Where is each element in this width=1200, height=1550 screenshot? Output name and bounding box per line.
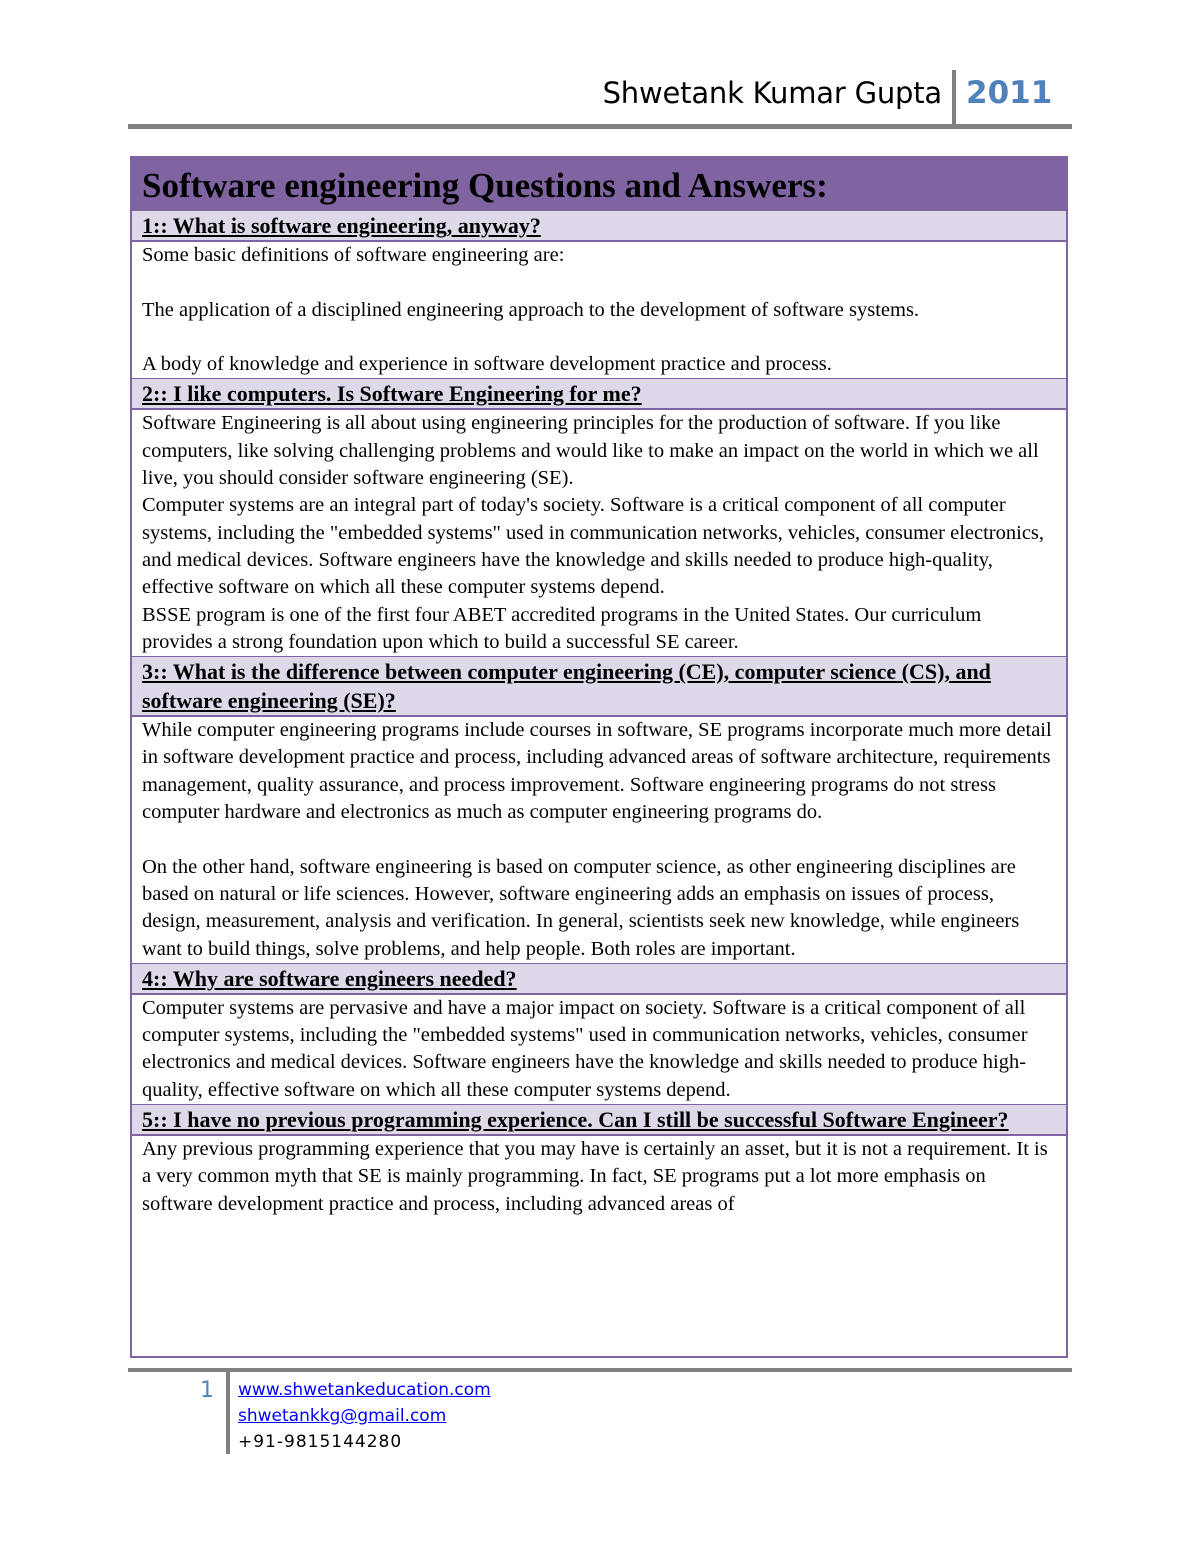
page-number: 1 bbox=[200, 1378, 214, 1403]
footer-rule bbox=[128, 1368, 1072, 1372]
answer-paragraph: While computer engineering programs include courses in software, SE programs incorporate much more detail in software development practice and process, including advanced areas of software architecture, requirements management, quality assurance, and process improvement. Software engineering programs do not stress computer hardware and electronics as much as computer engineering programs do. bbox=[142, 719, 1052, 824]
phone-number: +91-9815144280 bbox=[238, 1432, 403, 1452]
title-row bbox=[132, 158, 1066, 210]
website-link[interactable]: www.shwetankeducation.com bbox=[238, 1380, 491, 1400]
answer-paragraph: The application of a disciplined engineering approach to the development of software systems. bbox=[142, 298, 920, 321]
header-rule bbox=[128, 124, 1072, 129]
answer-paragraph: On the other hand, software engineering is based on computer science, as other engineering disciplines are based on natural or life sciences. However, software engineering adds an emphasis on issues of process, design, measurement, analysis and verification. In general, scientists seek new knowledge, while engineers want to build things, solve problems, and help people. Both roles are important. bbox=[142, 855, 1020, 960]
answer-paragraph: A body of knowledge and experience in software development practice and process. bbox=[142, 353, 832, 376]
answer-paragraph: Any previous programming experience that you may have is certainly an asset, but it is not a requirement. It is a very common myth that SE is mainly programming. In fact, SE programs put a lot more emphasis on software development practice and process, including advanced areas of bbox=[142, 1138, 1048, 1215]
answer-paragraph: Software Engineering is all about using engineering principles for the production of software. If you like computers, like solving challenging problems and would like to make an impact on the world in which we all live, you should consider software engineering (SE). bbox=[142, 412, 1039, 490]
question-1: 1:: What is software engineering, anyway? bbox=[132, 210, 1066, 242]
header-divider bbox=[952, 70, 956, 126]
answer-5 bbox=[132, 1136, 1066, 1218]
qa-table bbox=[130, 156, 1068, 1358]
email-link[interactable]: shwetankkg@gmail.com bbox=[238, 1406, 447, 1426]
answer-paragraph: BSSE program is one of the first four ABET accredited programs in the United States. Our curriculum provides a strong foundation upon which to build a successful SE career. bbox=[142, 603, 982, 653]
header-author: Shwetank Kumar Gupta bbox=[602, 76, 942, 110]
footer-contact bbox=[238, 1377, 491, 1455]
answer-paragraph: Computer systems are pervasive and have a major impact on society. Software is a critical component of all computer systems, including the "embedded systems" used in communication networks, vehicles, consumer electronics and medical devices. Software engineers have the knowledge and skills needed to produce high-quality, effective software on which all these computer systems depend. bbox=[142, 996, 1028, 1101]
footer-divider bbox=[226, 1372, 230, 1454]
answer-paragraph: Some basic definitions of software engineering are: bbox=[142, 244, 565, 266]
answer-1 bbox=[132, 242, 1066, 378]
question-4: 4:: Why are software engineers needed? bbox=[132, 963, 1066, 995]
answer-3 bbox=[132, 717, 1066, 963]
question-3: 3:: What is the difference between computer engineering (CE), computer science (CS), and software engineering (SE)? bbox=[132, 656, 1066, 717]
header-year: 2011 bbox=[966, 75, 1053, 111]
question-2: 2:: I like computers. Is Software Engineering for me? bbox=[132, 378, 1066, 410]
document-title: Software engineering Questions and Answers: bbox=[142, 166, 828, 205]
answer-paragraph: Computer systems are an integral part of today's society. Software is a critical component of all computer systems, including the "embedded systems" used in communication networks, vehicles, consumer electronics, and medical devices. Software engineers have the knowledge and skills needed to produce high-quality, effective software on which all these computer systems depend. bbox=[142, 494, 1045, 599]
answer-2 bbox=[132, 410, 1066, 656]
answer-4 bbox=[132, 995, 1066, 1104]
question-5: 5:: I have no previous programming experience. Can I still be successful Software Engineer? bbox=[132, 1104, 1066, 1136]
